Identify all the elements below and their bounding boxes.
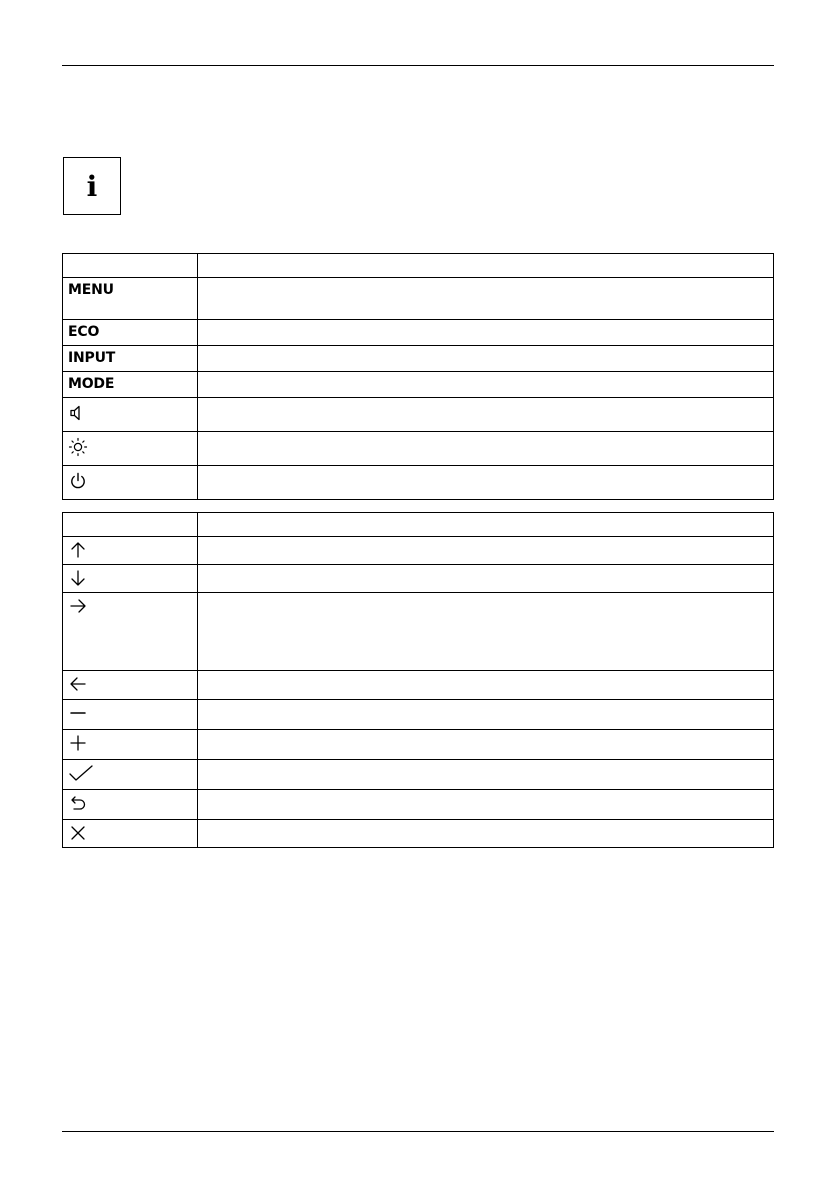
speaker-icon — [68, 403, 88, 423]
desc-cell — [198, 346, 774, 372]
desc-cell — [198, 278, 774, 320]
desc-cell — [198, 372, 774, 398]
arrow-up-icon — [68, 540, 88, 560]
key-cell — [63, 760, 198, 790]
info-box — [63, 157, 121, 215]
key-cell — [63, 700, 198, 730]
table-header-row — [63, 513, 774, 537]
key-cell — [63, 466, 198, 500]
desc-cell — [198, 432, 774, 466]
key-cell — [63, 278, 198, 320]
table-row — [63, 278, 774, 320]
close-icon — [68, 823, 88, 843]
header-cell — [198, 513, 774, 537]
symbols-table — [62, 512, 774, 848]
desc-cell — [198, 790, 774, 820]
desc-cell — [198, 537, 774, 565]
desc-cell — [198, 820, 774, 848]
table-row — [63, 671, 774, 700]
menu-key-label: MENU — [68, 282, 114, 298]
key-cell — [63, 537, 198, 565]
table-row — [63, 320, 774, 346]
checkmark-icon — [68, 763, 94, 783]
power-icon — [68, 471, 88, 491]
header-cell — [63, 254, 198, 278]
desc-cell — [198, 700, 774, 730]
table-header-row — [63, 254, 774, 278]
key-cell — [63, 730, 198, 760]
table-row — [63, 432, 774, 466]
desc-cell — [198, 760, 774, 790]
key-cell — [63, 432, 198, 466]
key-cell — [63, 398, 198, 432]
table-row — [63, 760, 774, 790]
footer-rule — [62, 1131, 774, 1132]
desc-cell — [198, 565, 774, 593]
desc-cell — [198, 593, 774, 671]
desc-cell — [198, 320, 774, 346]
table-row — [63, 820, 774, 848]
table-row — [63, 372, 774, 398]
key-cell — [63, 593, 198, 671]
key-cell — [63, 565, 198, 593]
key-cell — [63, 790, 198, 820]
table-row — [63, 593, 774, 671]
eco-key-label: ECO — [68, 324, 100, 340]
info-icon: i — [86, 170, 98, 203]
table-row — [63, 346, 774, 372]
header-rule — [62, 65, 774, 66]
table-row — [63, 790, 774, 820]
mode-key-label: MODE — [68, 376, 115, 392]
table-row — [63, 398, 774, 432]
arrow-left-icon — [68, 674, 88, 694]
key-cell — [63, 320, 198, 346]
desc-cell — [198, 730, 774, 760]
desc-cell — [198, 671, 774, 700]
arrow-down-icon — [68, 568, 88, 588]
table-row — [63, 466, 774, 500]
key-cell — [63, 671, 198, 700]
arrow-right-icon — [68, 596, 88, 616]
table-row — [63, 537, 774, 565]
back-icon — [68, 793, 88, 813]
brightness-icon — [68, 437, 88, 457]
key-cell — [63, 346, 198, 372]
table-row — [63, 730, 774, 760]
header-cell — [63, 513, 198, 537]
plus-icon — [68, 733, 88, 753]
minus-icon — [68, 703, 88, 723]
header-cell — [198, 254, 774, 278]
key-cell — [63, 820, 198, 848]
desc-cell — [198, 466, 774, 500]
input-key-label: INPUT — [68, 350, 116, 366]
controls-table — [62, 253, 774, 500]
key-cell — [63, 372, 198, 398]
table-row — [63, 565, 774, 593]
desc-cell — [198, 398, 774, 432]
table-row — [63, 700, 774, 730]
